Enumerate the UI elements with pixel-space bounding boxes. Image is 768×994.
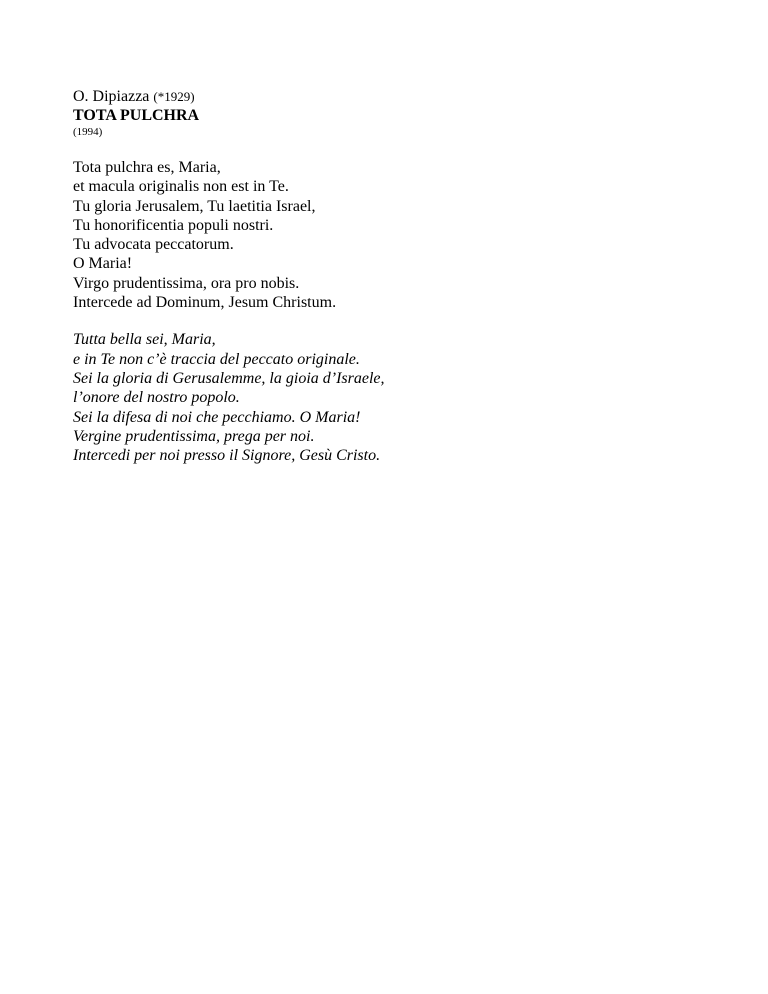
composer-name: O. Dipiazza	[73, 88, 150, 105]
latin-line: Virgo prudentissima, ora pro nobis.	[73, 274, 300, 292]
italian-line: Tutta bella sei, Maria,	[73, 331, 216, 349]
composer-line	[73, 87, 713, 106]
latin-line: Tu honorificentia populi nostri.	[73, 216, 274, 234]
latin-line: et macula originalis non est in Te.	[73, 178, 289, 196]
latin-line: Intercede ad Dominum, Jesum Christum.	[73, 294, 337, 312]
italian-line: l’onore del nostro popolo.	[73, 389, 240, 407]
latin-line: Tu advocata peccatorum.	[73, 236, 234, 254]
document-page	[73, 87, 713, 465]
italian-line: e in Te non c’è traccia del peccato originale.	[73, 350, 360, 368]
latin-text	[73, 158, 713, 312]
italian-line: Sei la gloria di Gerusalemme, la gioia d’Israele,	[73, 369, 385, 387]
composition-year: (1994)	[73, 126, 103, 138]
composer-years: (*1929)	[153, 89, 195, 104]
piece-title: TOTA PULCHRA	[73, 107, 200, 124]
italian-line: Vergine prudentissima, prega per noi.	[73, 427, 315, 445]
latin-line: Tota pulchra es, Maria,	[73, 159, 221, 176]
italian-line: Intercedi per noi presso il Signore, Gesù Cristo.	[73, 447, 381, 465]
italian-line: Sei la difesa di noi che pecchiamo. O Maria!	[73, 408, 361, 426]
latin-line: O Maria!	[73, 255, 133, 273]
italian-translation	[73, 330, 713, 465]
latin-line: Tu gloria Jerusalem, Tu laetitia Israel,	[73, 197, 316, 215]
